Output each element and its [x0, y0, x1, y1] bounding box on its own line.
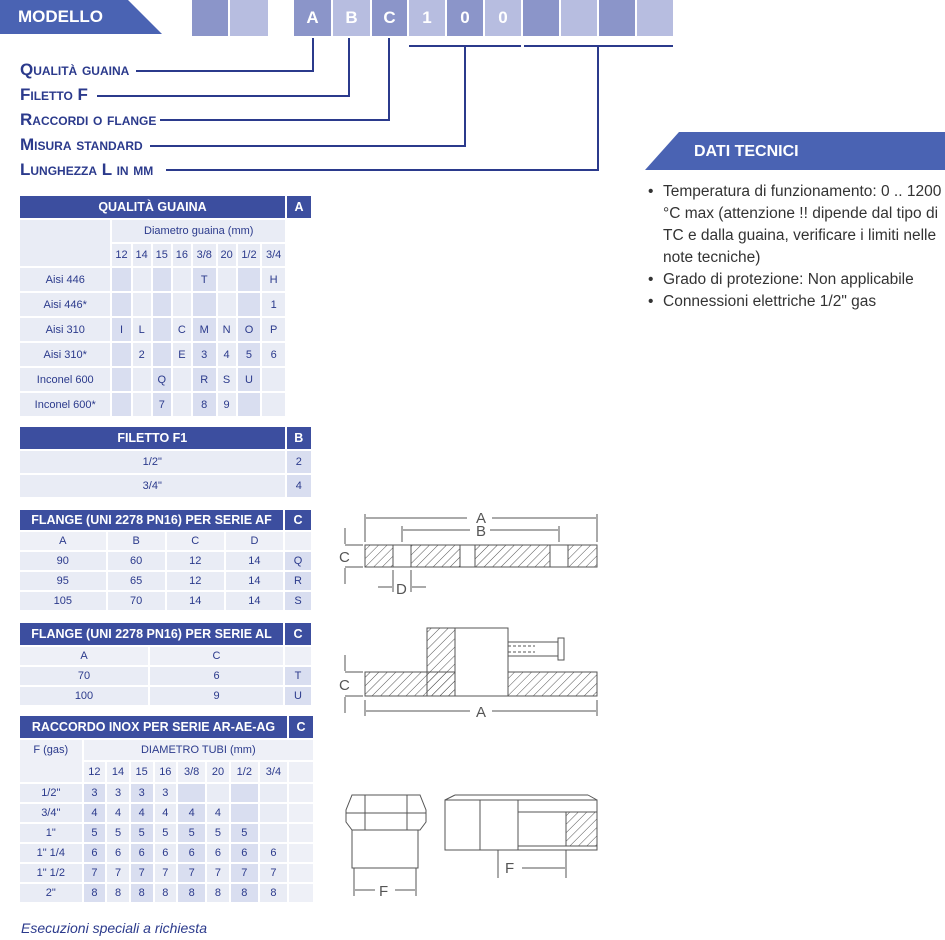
- table-cell: 6: [107, 844, 129, 862]
- column-header: C: [167, 532, 224, 550]
- table-cell: [231, 804, 258, 822]
- diameter-header: 15: [131, 762, 153, 782]
- table-title: FLANGE (UNI 2278 PN16) PER SERIE AL: [20, 623, 283, 645]
- table-row: [20, 552, 311, 570]
- table-cell: 4: [84, 804, 106, 822]
- table-row: [20, 368, 311, 391]
- table-cell: 5: [207, 824, 229, 842]
- flange-al-drawing: [345, 628, 597, 716]
- table-cell: 6: [207, 844, 229, 862]
- code-char-5: 0: [447, 0, 483, 36]
- diameter-header: 14: [133, 244, 151, 266]
- table-cell: [173, 293, 191, 316]
- table-cell: T: [193, 268, 216, 291]
- table-row: [20, 824, 313, 842]
- row-label: 1" 1/4: [20, 844, 82, 862]
- column-header: D: [226, 532, 283, 550]
- row-label: 1/2": [20, 784, 82, 802]
- code-char-2: B: [333, 0, 370, 36]
- table-cell: 100: [20, 687, 148, 705]
- diameter-header: 16: [173, 244, 191, 266]
- table-cell: [133, 268, 151, 291]
- table-code: C: [285, 623, 311, 645]
- legend-connectors: [0, 0, 680, 185]
- table-cell: 70: [108, 592, 165, 610]
- code-char-4: 1: [409, 0, 445, 36]
- table-cell: [112, 368, 130, 391]
- dati-item: Grado di protezione: Non applicabile: [663, 271, 914, 288]
- table-cell: [173, 268, 191, 291]
- column-header: A: [20, 532, 106, 550]
- table-code: C: [289, 716, 313, 738]
- table-cell: 3: [107, 784, 129, 802]
- table-cell: 7: [153, 393, 171, 416]
- table-cell: 4: [107, 804, 129, 822]
- table-cell: [260, 824, 287, 842]
- table-row: [20, 293, 311, 316]
- legend-raccordi: Raccordi o flange: [20, 110, 157, 129]
- table-cell: 14: [226, 592, 283, 610]
- subheader: DIAMETRO TUBI (mm): [84, 740, 313, 760]
- table-cell: 5: [155, 824, 177, 842]
- table-cell: 6: [262, 343, 285, 366]
- table-cell: 90: [20, 552, 106, 570]
- diameter-header: 20: [218, 244, 236, 266]
- table-cell: [231, 784, 258, 802]
- row-code: Q: [285, 552, 311, 570]
- filetto-value: 3/4": [20, 475, 285, 497]
- table-cell: 5: [84, 824, 106, 842]
- table-cell: 70: [20, 667, 148, 685]
- dati-item: Connessioni elettriche 1/2" gas: [663, 293, 877, 310]
- table-cell: R: [193, 368, 216, 391]
- table-cell: 6: [155, 844, 177, 862]
- table-cell: 5: [178, 824, 205, 842]
- dim-label-c: C: [339, 677, 350, 694]
- table-cell: 6: [231, 844, 258, 862]
- diameter-header: 3/4: [262, 244, 285, 266]
- diameter-header: 16: [155, 762, 177, 782]
- bullet-icon: •: [648, 293, 654, 310]
- table-cell: P: [262, 318, 285, 341]
- table-cell: 4: [207, 804, 229, 822]
- table-cell: 9: [218, 393, 236, 416]
- dati-item: Temperatura di funzionamento: 0 .. 1200 °C max (attenzione !! dipende dal tipo di TC e dalla guaina, verificare i limiti nelle note tecniche): [663, 183, 942, 266]
- filetto-value: 1/2": [20, 451, 285, 473]
- empty-cell: [285, 647, 311, 665]
- row-label: 1": [20, 824, 82, 842]
- code-char-1: A: [294, 0, 331, 36]
- table-cell: [207, 784, 229, 802]
- list-item: [646, 291, 944, 313]
- legend-lunghezza: Lunghezza L in mm: [20, 160, 154, 179]
- diameter-header: 12: [84, 762, 106, 782]
- table-cell: 7: [231, 864, 258, 882]
- subheader: Diametro guaina (mm): [112, 220, 285, 242]
- table-cell: 8: [231, 884, 258, 902]
- filetto-code: 4: [287, 475, 311, 497]
- technical-drawings: [330, 500, 610, 910]
- table-code: B: [287, 427, 311, 449]
- table-cell: 60: [108, 552, 165, 570]
- table-qualita-guaina: [18, 194, 313, 418]
- row-label: 1" 1/2: [20, 864, 82, 882]
- diameter-header: 3/4: [260, 762, 287, 782]
- dim-label-c: C: [339, 549, 350, 566]
- row-label: Aisi 310*: [20, 343, 110, 366]
- table-cell: 8: [178, 884, 205, 902]
- filetto-code: 2: [287, 451, 311, 473]
- empty-cell: [289, 864, 313, 882]
- table-code: C: [285, 510, 311, 530]
- row-code: T: [285, 667, 311, 685]
- model-label: MODELLO: [18, 7, 103, 26]
- special-note: Esecuzioni speciali a richiesta: [21, 920, 207, 936]
- table-row: [20, 393, 311, 416]
- table-cell: 3: [193, 343, 216, 366]
- table-row: [20, 572, 311, 590]
- table-cell: 2: [133, 343, 151, 366]
- table-cell: [238, 293, 261, 316]
- table-cell: [112, 343, 130, 366]
- table-cell: 6: [150, 667, 283, 685]
- column-header: C: [150, 647, 283, 665]
- table-cell: 12: [167, 572, 224, 590]
- table-cell: [173, 368, 191, 391]
- table-title: RACCORDO INOX PER SERIE AR-AE-AG: [20, 716, 287, 738]
- bullet-icon: •: [648, 183, 654, 200]
- flange-af-drawing: [345, 514, 597, 592]
- table-cell: 3: [84, 784, 106, 802]
- table-row: [20, 592, 311, 610]
- table-cell: 8: [84, 884, 106, 902]
- table-cell: 5: [238, 343, 261, 366]
- row-code: U: [285, 687, 311, 705]
- table-cell: U: [238, 368, 261, 391]
- dati-list: [646, 181, 944, 313]
- table-cell: 65: [108, 572, 165, 590]
- empty-cell: [285, 532, 311, 550]
- table-row: [20, 784, 313, 802]
- table-title: FILETTO F1: [20, 427, 285, 449]
- table-row: [20, 343, 311, 366]
- diameter-header: 1/2: [231, 762, 258, 782]
- table-cell: Q: [153, 368, 171, 391]
- table-row: [20, 864, 313, 882]
- table-cell: 8: [155, 884, 177, 902]
- table-cell: [153, 343, 171, 366]
- column-header: A: [20, 647, 148, 665]
- row-label: Aisi 446*: [20, 293, 110, 316]
- diameter-header: 15: [153, 244, 171, 266]
- table-title: FLANGE (UNI 2278 PN16) PER SERIE AF: [20, 510, 283, 530]
- table-cell: N: [218, 318, 236, 341]
- table-cell: 7: [207, 864, 229, 882]
- table-cell: 6: [178, 844, 205, 862]
- table-raccordo: [18, 714, 315, 904]
- table-cell: [153, 293, 171, 316]
- diameter-header: 20: [207, 762, 229, 782]
- table-row: [20, 804, 313, 822]
- legend-filetto: Filetto F: [20, 85, 88, 104]
- table-row: [20, 268, 311, 291]
- table-cell: [262, 393, 285, 416]
- table-cell: [112, 393, 130, 416]
- dim-label-a: A: [476, 510, 487, 527]
- dati-title: DATI TECNICI: [694, 143, 799, 160]
- table-cell: [133, 393, 151, 416]
- legend-qualita-guaina: Qualità guaina: [20, 60, 130, 79]
- row-label: Aisi 446: [20, 268, 110, 291]
- diameter-header: 12: [112, 244, 130, 266]
- table-cell: 9: [150, 687, 283, 705]
- table-cell: C: [173, 318, 191, 341]
- table-cell: O: [238, 318, 261, 341]
- row-label: Inconel 600*: [20, 393, 110, 416]
- table-cell: [173, 393, 191, 416]
- table-cell: [260, 804, 287, 822]
- table-cell: 5: [231, 824, 258, 842]
- table-cell: S: [218, 368, 236, 391]
- table-cell: [193, 293, 216, 316]
- table-row: [20, 667, 311, 685]
- table-cell: 8: [193, 393, 216, 416]
- table-cell: 7: [107, 864, 129, 882]
- empty-cell: [20, 220, 110, 266]
- table-filetto: [18, 425, 313, 499]
- table-flange-al: [18, 621, 313, 707]
- table-cell: 12: [167, 552, 224, 570]
- dim-label-a: A: [476, 704, 487, 721]
- row-label: Aisi 310: [20, 318, 110, 341]
- table-cell: [153, 268, 171, 291]
- table-row: [20, 687, 311, 705]
- code-char-6: 0: [485, 0, 521, 36]
- diameter-header: 3/8: [193, 244, 216, 266]
- col-label: F (gas): [20, 740, 82, 782]
- list-item: [646, 269, 944, 291]
- table-cell: 14: [226, 552, 283, 570]
- table-row: [20, 884, 313, 902]
- empty-cell: [289, 762, 313, 782]
- table-cell: 8: [131, 884, 153, 902]
- row-label: Inconel 600: [20, 368, 110, 391]
- table-cell: E: [173, 343, 191, 366]
- table-cell: 4: [131, 804, 153, 822]
- table-cell: [133, 368, 151, 391]
- table-cell: 8: [207, 884, 229, 902]
- table-cell: 4: [178, 804, 205, 822]
- diameter-header: 1/2: [238, 244, 261, 266]
- table-cell: 105: [20, 592, 106, 610]
- dim-label-d: D: [396, 581, 407, 598]
- bullet-icon: •: [648, 271, 654, 288]
- table-cell: 14: [226, 572, 283, 590]
- row-code: R: [285, 572, 311, 590]
- table-cell: [153, 318, 171, 341]
- dim-label-b: B: [476, 523, 487, 540]
- table-row: [20, 451, 311, 473]
- list-item: [646, 181, 944, 269]
- empty-cell: [289, 884, 313, 902]
- empty-cell: [289, 844, 313, 862]
- table-cell: [218, 293, 236, 316]
- table-cell: L: [133, 318, 151, 341]
- table-cell: 5: [107, 824, 129, 842]
- table-cell: 95: [20, 572, 106, 590]
- table-cell: [112, 268, 130, 291]
- table-cell: [260, 784, 287, 802]
- table-cell: M: [193, 318, 216, 341]
- table-cell: [133, 293, 151, 316]
- table-code: A: [287, 196, 311, 218]
- row-code: S: [285, 592, 311, 610]
- dim-label-f: F: [379, 883, 389, 900]
- diameter-header: 3/8: [178, 762, 205, 782]
- table-cell: 8: [260, 884, 287, 902]
- column-header: B: [108, 532, 165, 550]
- table-cell: 3: [155, 784, 177, 802]
- guaina-body: [20, 268, 311, 416]
- table-flange-af: [18, 508, 313, 612]
- table-cell: 7: [155, 864, 177, 882]
- table-cell: 14: [167, 592, 224, 610]
- table-cell: [238, 268, 261, 291]
- row-label: 2": [20, 884, 82, 902]
- table-cell: H: [262, 268, 285, 291]
- table-cell: 6: [131, 844, 153, 862]
- table-cell: [238, 393, 261, 416]
- table-cell: 5: [131, 824, 153, 842]
- diameter-header: 14: [107, 762, 129, 782]
- table-cell: 7: [178, 864, 205, 882]
- table-row: [20, 475, 311, 497]
- table-title: QUALITÀ GUAINA: [20, 196, 285, 218]
- table-cell: [112, 293, 130, 316]
- table-cell: 8: [107, 884, 129, 902]
- raccordo-drawing: [346, 795, 597, 896]
- empty-cell: [289, 784, 313, 802]
- table-cell: 7: [260, 864, 287, 882]
- dim-label-f: F: [505, 860, 515, 877]
- table-cell: 7: [131, 864, 153, 882]
- empty-cell: [289, 804, 313, 822]
- table-cell: 4: [218, 343, 236, 366]
- table-cell: I: [112, 318, 130, 341]
- table-cell: 7: [84, 864, 106, 882]
- table-cell: [218, 268, 236, 291]
- table-cell: 6: [84, 844, 106, 862]
- table-cell: [262, 368, 285, 391]
- empty-cell: [289, 824, 313, 842]
- table-row: [20, 844, 313, 862]
- table-cell: 4: [155, 804, 177, 822]
- raccordo-body: [20, 784, 313, 902]
- table-cell: 6: [260, 844, 287, 862]
- table-cell: [178, 784, 205, 802]
- row-label: 3/4": [20, 804, 82, 822]
- table-cell: 1: [262, 293, 285, 316]
- table-row: [20, 318, 311, 341]
- code-char-3: C: [372, 0, 407, 36]
- table-cell: 3: [131, 784, 153, 802]
- legend-misura: Misura standard: [20, 135, 143, 154]
